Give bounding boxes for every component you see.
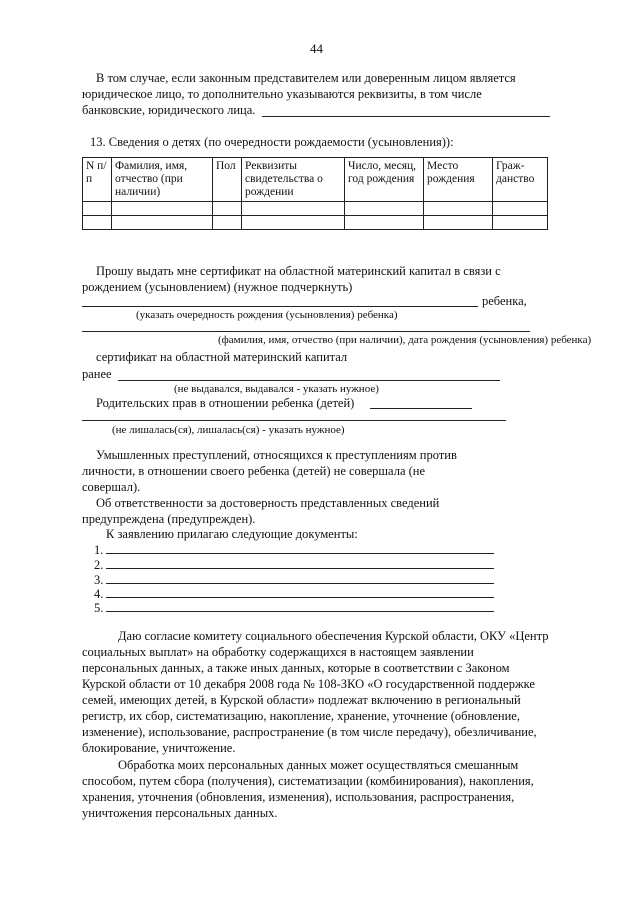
table-cell[interactable] [213,202,242,216]
page-number: 44 [310,41,323,56]
processing-line: уничтожения персональных данных. [82,806,278,820]
intro-line-1: В том случае, если законным представителем или доверенным лицом является [96,71,516,85]
consent-line: социальных выплат» на обработку содержащихся в настоящем заявлении [82,645,474,659]
section-13-heading: 13. Сведения о детях (по очередности рождаемости (усыновления)): [90,135,454,149]
legal-entity-field[interactable] [262,116,550,117]
col-birthdate: Число, месяц, год рождения [345,158,424,202]
consent-line: блокирование, уничтожение. [82,741,236,755]
earlier-field[interactable] [118,380,500,381]
crimes-line-1: Умышленных преступлений, относящихся к преступлениям против [96,448,457,462]
col-citizenship: Граж-данство [493,158,548,202]
col-birthplace: Место рождения [424,158,493,202]
responsibility-line-2: предупреждена (предупрежден). [82,512,256,526]
child-order-field[interactable] [82,306,478,307]
intro-line-2: юридическое лицо, то дополнительно указываются реквизиты, в том числе [82,87,482,101]
col-gender: Пол [213,158,242,202]
table-cell[interactable] [424,202,493,216]
processing-line: Обработка моих персональных данных может осуществляться смешанным [118,758,519,772]
hint-child-fio: (фамилия, имя, отчество (при наличии), дата рождения (усыновления) ребенка) [218,334,592,346]
table-cell[interactable] [83,216,112,230]
document-field-3[interactable] [106,583,494,584]
hint-deprived: (не лишалась(ся), лишалась(ся) - указать нужное) [112,424,345,436]
responsibility-line-1: Об ответственности за достоверность представленных сведений [96,496,440,510]
document-item-number: 4. [94,587,104,601]
table-cell[interactable] [213,216,242,230]
table-cell[interactable] [112,202,213,216]
cert-line: сертификат на областной материнский капитал [96,350,348,364]
document-item-number: 1. [94,543,104,557]
consent-line: регистр, их сбор, систематизацию, накопление, хранение, уточнение (обновление, [82,709,520,723]
crimes-line-3: совершал). [82,480,141,494]
document-item-number: 3. [94,573,104,587]
documents-heading: К заявлению прилагаю следующие документы: [106,527,358,541]
earlier-label: ранее [82,367,112,381]
table-cell[interactable] [493,202,548,216]
consent-line: семей, имеющих детей, в Курской области» подлежат включению в региональный [82,693,521,707]
cert-request-line-1: Прошу выдать мне сертификат на областной материнский капитал в связи с [96,264,501,278]
children-table [82,157,548,230]
table-cell[interactable] [493,216,548,230]
table-cell[interactable] [83,202,112,216]
table-row[interactable] [83,202,548,216]
hint-child-order: (указать очередность рождения (усыновления) ребенка) [136,309,398,321]
document-item-number: 5. [94,601,104,615]
parental-rights-field-2[interactable] [82,420,506,421]
hint-issued: (не выдавался, выдавался - указать нужное) [174,383,379,395]
child-word: ребенка, [482,294,527,308]
parental-rights-label: Родительских прав в отношении ребенка (детей) [96,396,355,410]
document-field-2[interactable] [106,568,494,569]
col-certificate: Реквизиты свидетельства о рождении [242,158,345,202]
table-row[interactable] [83,216,548,230]
consent-line: персональных данных, а также иных данных, которые в соответствии с Законом [82,661,510,675]
intro-line-3: банковские, юридического лица. [82,103,256,117]
document-item-number: 2. [94,558,104,572]
parental-rights-field[interactable] [370,408,472,409]
processing-line: способом, путем сбора (получения), систематизации (комбинирования), накопления, [82,774,534,788]
col-number: N п/п [83,158,112,202]
col-fio: Фамилия, имя, отчество (при наличии) [112,158,213,202]
table-cell[interactable] [345,216,424,230]
processing-line: хранения, уточнения (обновления, изменения), использования, распространения, [82,790,515,804]
consent-line: Курской области от 10 декабря 2008 года № 108-ЗКО «О государственной поддержке [82,677,535,691]
table-cell[interactable] [424,216,493,230]
consent-line: Даю согласие комитету социального обеспечения Курской области, ОКУ «Центр [118,629,549,643]
document-field-1[interactable] [106,553,494,554]
table-cell[interactable] [112,216,213,230]
table-cell[interactable] [345,202,424,216]
crimes-line-2: личности, в отношении своего ребенка (детей) не совершала (не [82,464,426,478]
document-field-4[interactable] [106,597,494,598]
consent-line: изменение), использование, распространение (в том числе передачу), обезличивание, [82,725,537,739]
document-field-5[interactable] [106,611,494,612]
table-header-row [83,158,548,202]
table-cell[interactable] [242,202,345,216]
child-fio-field[interactable] [82,331,530,332]
cert-request-line-2: рождением (усыновлением) (нужное подчеркнуть) [82,280,353,294]
table-cell[interactable] [242,216,345,230]
